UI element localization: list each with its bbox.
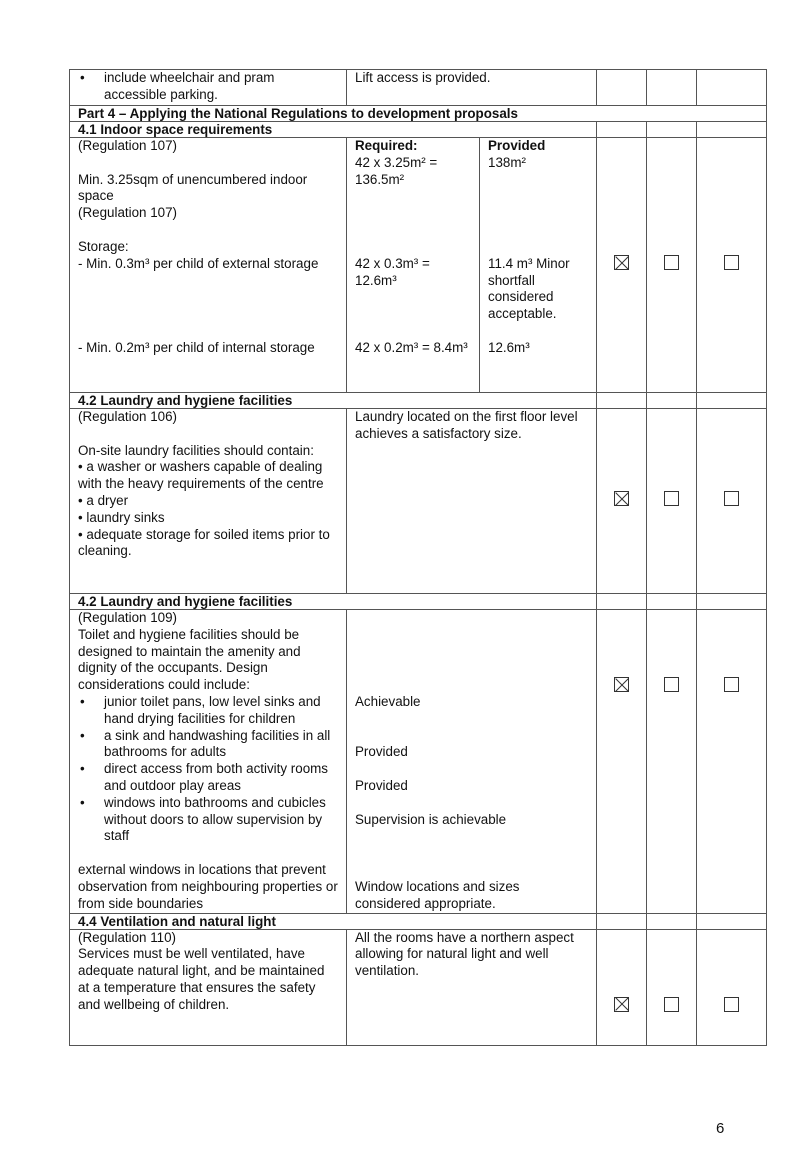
bullet-list xyxy=(78,694,338,845)
checkbox-yes[interactable] xyxy=(614,255,629,270)
table-row xyxy=(70,929,767,1045)
list-item: • adequate storage for soiled items prior to cleaning. xyxy=(78,526,330,559)
section-4-1-heading: 4.1 Indoor space requirements xyxy=(70,122,597,138)
compliance-table xyxy=(69,69,767,1046)
list-item: • laundry sinks xyxy=(78,509,165,525)
response-cell: Lift access is provided. xyxy=(347,70,597,106)
list-item: • junior toilet pans, low level sinks and hand drying facilities for children xyxy=(78,694,338,728)
section-4-2-heading: 4.2 Laundry and hygiene facilities xyxy=(70,393,597,409)
requirement-cell: (Regulation 106) On-site laundry facilities should contain: • a washer or washers capable of dealing with the heavy requirements of the centre • a dryer • laundry sinks • adequate storage for soiled items prior to cleaning. xyxy=(70,409,347,594)
checkbox-yes[interactable] xyxy=(614,491,629,506)
list-item: • include wheelchair and pram accessible parking. xyxy=(78,70,338,104)
regulation-ref: (Regulation 109) xyxy=(78,610,178,625)
required-label: Required: xyxy=(355,138,418,153)
list-item: • a dryer xyxy=(78,492,129,508)
checkbox-no[interactable] xyxy=(664,997,679,1012)
checkbox-no[interactable] xyxy=(664,491,679,506)
table-row xyxy=(70,409,767,594)
regulation-ref: (Regulation 107) xyxy=(78,205,178,221)
checkbox-na[interactable] xyxy=(724,677,739,692)
requirement-cell: (Regulation 109) Toilet and hygiene facilities should be designed to maintain the amenity and dignity of the occupants. Design considerations could include: • junior toilet pans, low level sinks and hand drying facilities for children • a sink and handwashing facilities in all bathrooms for adults • direct access from both activity rooms and outdoor play areas • windows into bathrooms and cubicles without doors to allow supervision by staff external windows in locations that prevent observation from neighbouring properties or from side boundaries xyxy=(70,610,347,914)
requirement-cell: (Regulation 107) Min. 3.25sqm of unencumbered indoor space (Regulation 107) Storage: - Min. 0.3m³ per child of external storage - Min. 0.2m³ per child of internal storage xyxy=(70,138,347,393)
response-cell: Laundry located on the first floor level achieves a satisfactory size. xyxy=(347,409,597,594)
section-heading-row xyxy=(70,122,767,138)
table-row xyxy=(70,70,767,106)
checkbox-no[interactable] xyxy=(664,255,679,270)
section-4-2b-heading: 4.2 Laundry and hygiene facilities xyxy=(70,594,597,610)
checkbox-yes[interactable] xyxy=(614,997,629,1012)
required-provided-split: Required: 42 x 3.25m² = 136.5m² 42 x 0.3m³ = 12.6m³ 42 x 0.2m³ = 8.4m³ Provided 138m² 11.4 m³ Minor shortfall considered acceptable. 12.6m³ xyxy=(347,138,596,392)
requirement-cell: (Regulation 110) Services must be well ventilated, have adequate natural light, and be maintained at a temperature that ensures the safety and wellbeing of children. xyxy=(70,929,347,1045)
response-cell: Achievable Provided Provided Supervision is achievable Window locations and sizes considered appropriate. xyxy=(347,610,597,914)
checkbox-na[interactable] xyxy=(724,255,739,270)
list-item: • direct access from both activity rooms and outdoor play areas xyxy=(78,761,338,795)
regulation-ref: (Regulation 110) xyxy=(78,929,177,945)
page-number: 6 xyxy=(716,1120,725,1137)
part4-heading: Part 4 – Applying the National Regulations to development proposals xyxy=(70,106,767,122)
list-item: • a washer or washers capable of dealing with the heavy requirements of the centre xyxy=(78,459,324,492)
table-row xyxy=(70,138,767,393)
list-item: • a sink and handwashing facilities in all bathrooms for adults xyxy=(78,728,338,762)
section-heading-row xyxy=(70,594,767,610)
regulation-ref: (Regulation 106) xyxy=(78,409,178,424)
section-heading-row xyxy=(70,913,767,929)
provided-label: Provided xyxy=(488,138,546,153)
requirement-cell xyxy=(70,70,347,106)
table-row xyxy=(70,610,767,914)
regulation-ref: (Regulation 107) xyxy=(78,138,178,153)
response-cell xyxy=(347,138,597,393)
section-4-4-heading: 4.4 Ventilation and natural light xyxy=(70,913,597,929)
checkbox-na[interactable] xyxy=(724,997,739,1012)
checkbox-no[interactable] xyxy=(664,677,679,692)
checkbox-yes[interactable] xyxy=(614,677,629,692)
response-cell: All the rooms have a northern aspect allowing for natural light and well ventilation. xyxy=(347,929,597,1045)
part-heading-row xyxy=(70,106,767,122)
section-heading-row xyxy=(70,393,767,409)
list-item: • windows into bathrooms and cubicles without doors to allow supervision by staff xyxy=(78,795,338,845)
checkbox-na[interactable] xyxy=(724,491,739,506)
